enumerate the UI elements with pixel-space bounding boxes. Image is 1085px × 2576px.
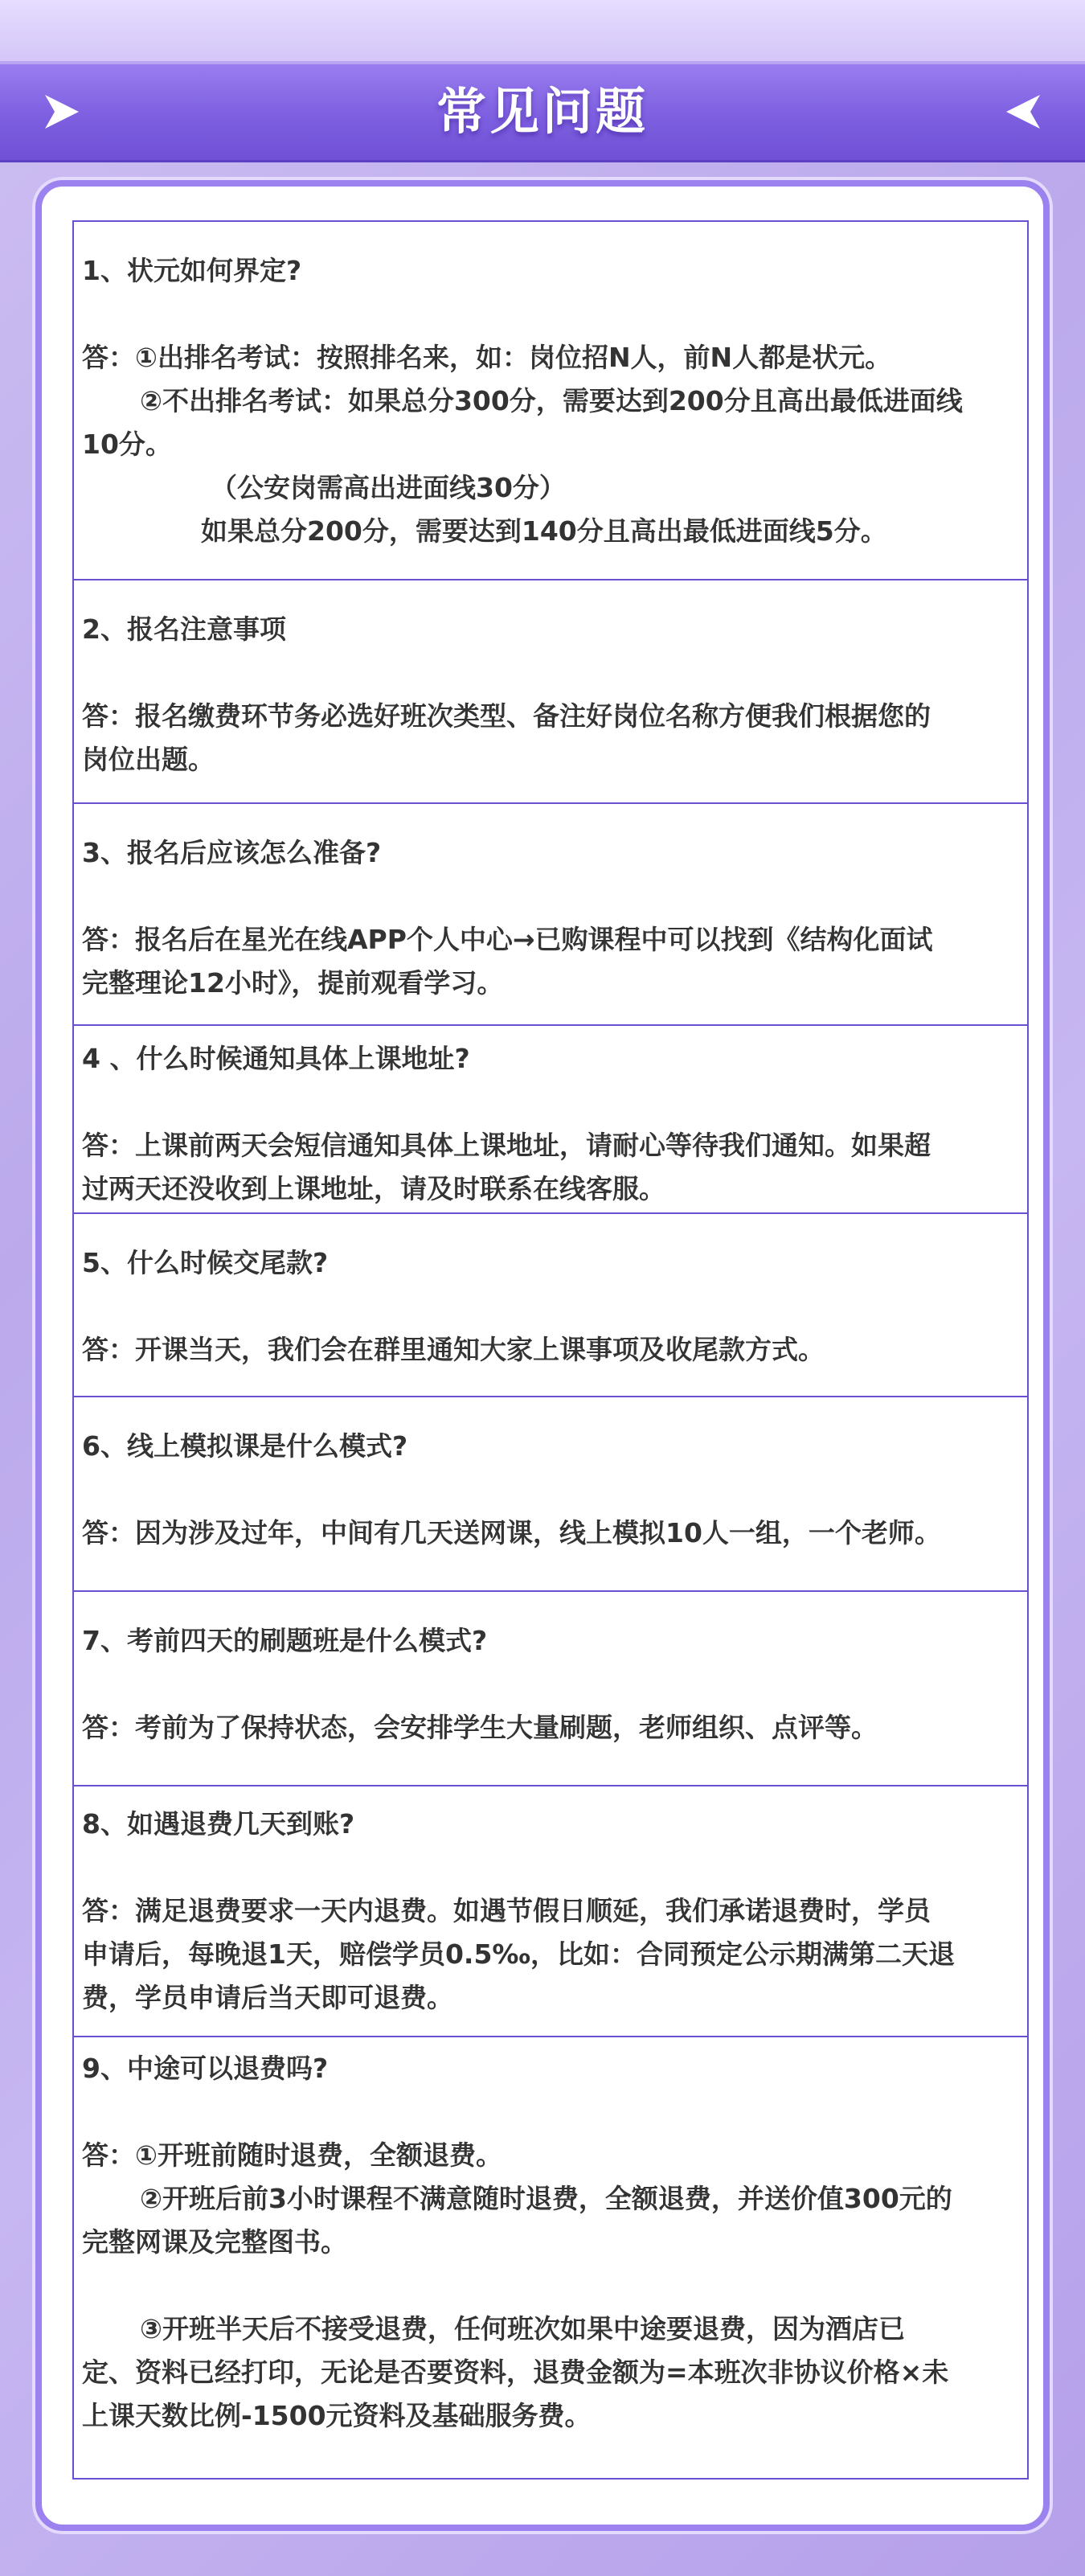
faq-panel	[35, 180, 1050, 2531]
faq-answer	[82, 695, 1019, 781]
answer-line: 完整网课及完整图书。	[82, 2226, 347, 2258]
answer-spacer	[82, 2264, 1019, 2307]
faq-item-5	[74, 1212, 1027, 1396]
faq-item-7	[74, 1590, 1027, 1785]
answer-line: 申请后，每晚退1天，赔偿学员0.5‰，比如：合同预定公示期满第二天退	[82, 1938, 955, 1970]
faq-question: 6、线上模拟课是什么模式?	[82, 1430, 408, 1462]
faq-item-6	[74, 1396, 1027, 1590]
answer-line: 费，学员申请后当天即可退费。	[82, 1982, 453, 2013]
faq-question: 5、什么时候交尾款?	[82, 1247, 329, 1278]
faq-question: 4 、什么时候通知具体上课地址?	[82, 1043, 470, 1074]
answer-line: 答：考前为了保持状态，会安排学生大量刷题，老师组织、点评等。	[82, 1712, 878, 1743]
faq-item-4	[74, 1024, 1027, 1212]
faq-answer	[82, 918, 1019, 1005]
faq-question: 1、状元如何界定?	[82, 255, 302, 286]
answer-line: 答：上课前两天会短信通知具体上课地址，请耐心等待我们通知。如果超	[82, 1130, 931, 1161]
faq-item-1	[74, 222, 1027, 579]
answer-line: 10分。	[82, 429, 172, 460]
answer-line: 答：报名缴费环节务必选好班次类型、备注好岗位名称方便我们根据您的	[82, 700, 931, 732]
faq-answer	[82, 1328, 1019, 1372]
answer-line: 答：①开班前随时退费，全额退费。	[82, 2139, 502, 2171]
faq-table	[72, 220, 1029, 2480]
answer-line: 答：因为涉及过年，中间有几天送网课，线上模拟10人一组，一个老师。	[82, 1517, 941, 1548]
page-header	[0, 61, 1085, 162]
arrow-left-icon	[1003, 92, 1043, 132]
answer-line: ②不出排名考试：如果总分300分，需要达到200分且高出最低进面线	[140, 385, 963, 416]
faq-question: 2、报名注意事项	[82, 613, 286, 645]
answer-line: 答：①出排名考试：按照排名来，如：岗位招N人，前N人都是状元。	[82, 342, 892, 373]
faq-answer	[82, 1889, 1019, 2020]
faq-item-8	[74, 1785, 1027, 2036]
faq-item-3	[74, 802, 1027, 1024]
answer-line: 答：满足退费要求一天内退费。如遇节假日顺延，我们承诺退费时，学员	[82, 1895, 931, 1926]
faq-item-9	[74, 2036, 1027, 2478]
answer-line: 岗位出题。	[82, 744, 215, 775]
faq-answer	[82, 336, 1019, 553]
faq-answer	[82, 1706, 1019, 1749]
answer-line: ③开班半天后不接受退费，任何班次如果中途要退费，因为酒店已	[140, 2313, 905, 2344]
top-decor-band	[0, 0, 1085, 61]
answer-line: 上课天数比例-1500元资料及基础服务费。	[82, 2400, 592, 2431]
answer-line: 定、资料已经打印，无论是否要资料，退费金额为=本班次非协议价格×未	[82, 2357, 949, 2388]
faq-item-2	[74, 579, 1027, 802]
answer-line: 完整理论12小时》，提前观看学习。	[82, 967, 504, 999]
answer-line: ②开班后前3小时课程不满意随时退费，全额退费，并送价值300元的	[140, 2183, 952, 2214]
answer-line: （公安岗需高出进面线30分）	[211, 472, 566, 503]
answer-line: 如果总分200分，需要达到140分且高出最低进面线5分。	[201, 515, 887, 547]
answer-line: 答：开课当天，我们会在群里通知大家上课事项及收尾款方式。	[82, 1334, 825, 1365]
faq-question: 7、考前四天的刷题班是什么模式?	[82, 1625, 488, 1656]
faq-answer	[82, 1512, 1019, 1555]
faq-question: 3、报名后应该怎么准备?	[82, 837, 382, 868]
faq-answer	[82, 2134, 1019, 2438]
page-title: 常见问题	[436, 82, 649, 141]
faq-question: 9、中途可以退费吗?	[82, 2053, 329, 2084]
faq-question: 8、如遇退费几天到账?	[82, 1808, 355, 1840]
answer-line: 过两天还没收到上课地址，请及时联系在线客服。	[82, 1173, 665, 1204]
faq-answer	[82, 1124, 1019, 1211]
answer-line: 答：报名后在星光在线APP个人中心→已购课程中可以找到《结构化面试	[82, 924, 933, 955]
